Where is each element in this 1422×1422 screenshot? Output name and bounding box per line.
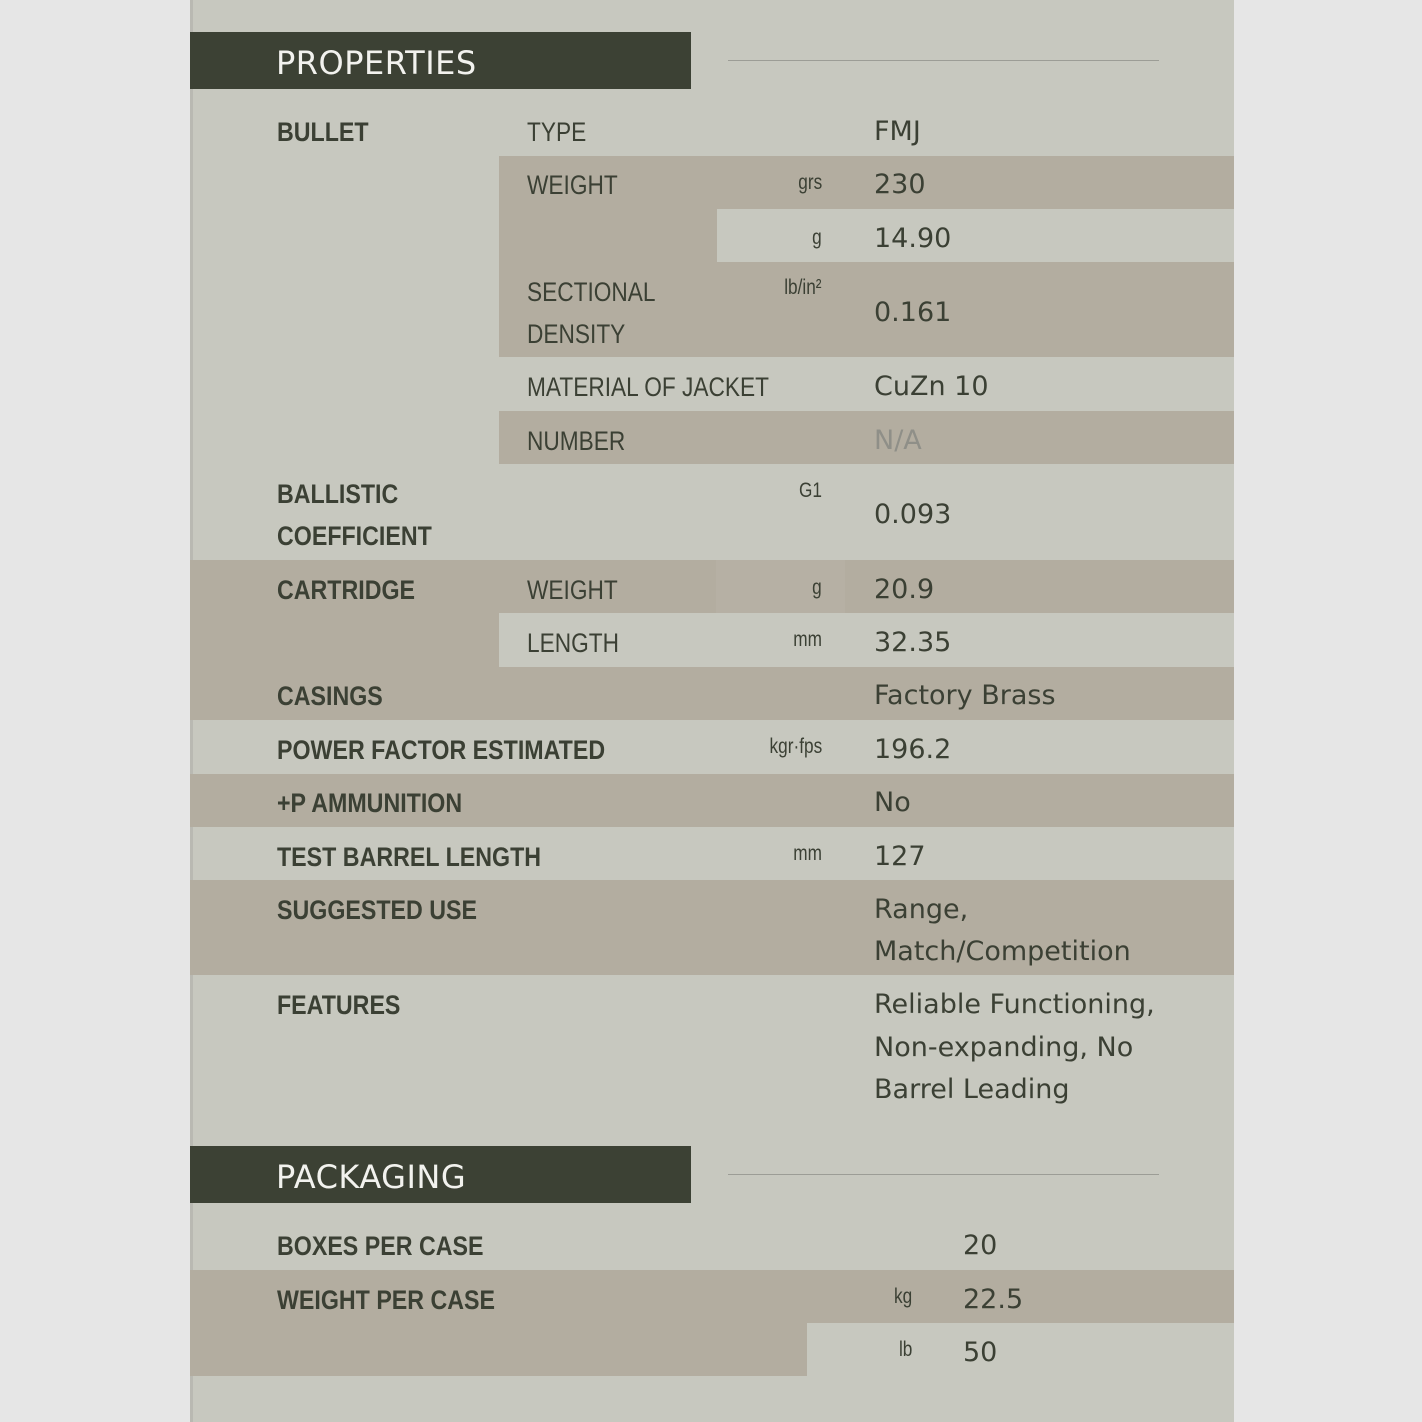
sectional-density-unit: lb/in²: [784, 276, 822, 299]
ballistic-coefficient-value: 0.093: [874, 499, 952, 530]
power-factor-unit: kgr·fps: [769, 735, 822, 758]
plus-p-label: +P AMMUNITION: [277, 788, 463, 818]
bullet-weight-unit-g: g: [812, 226, 822, 249]
weight-per-case-unit-lb: lb: [898, 1338, 912, 1361]
bullet-weight-value-g: 14.90: [874, 223, 952, 254]
suggested-use-value-line2: Match/Competition: [874, 936, 1131, 967]
ballistic-coefficient-label-line2: COEFFICIENT: [277, 521, 432, 551]
sectional-density-label-line2: DENSITY: [527, 319, 626, 349]
row-band-cartridge-weight-unit-cell: [716, 560, 845, 613]
cartridge-weight-unit: g: [812, 576, 822, 599]
bullet-weight-value-grs: 230: [874, 169, 926, 200]
jacket-material-value: CuZn 10: [874, 371, 989, 402]
features-value-line1: Reliable Functioning,: [874, 989, 1155, 1020]
cartridge-weight-label: WEIGHT: [527, 575, 618, 605]
power-factor-value: 196.2: [874, 734, 952, 765]
properties-header: [190, 32, 691, 89]
bullet-weight-label: WEIGHT: [527, 170, 618, 200]
weight-per-case-label: WEIGHT PER CASE: [277, 1285, 496, 1315]
bullet-weight-unit-grs: grs: [798, 171, 822, 194]
plus-p-value: No: [874, 787, 911, 818]
weight-per-case-unit-kg: kg: [893, 1285, 912, 1308]
power-factor-label: POWER FACTOR ESTIMATED: [277, 735, 606, 765]
features-value-line2: Non-expanding, No: [874, 1032, 1134, 1063]
casings-value: Factory Brass: [874, 680, 1056, 711]
ballistic-coefficient-label-line1: BALLISTIC: [277, 479, 399, 509]
packaging-title: PACKAGING: [276, 1158, 467, 1196]
test-barrel-length-label: TEST BARREL LENGTH: [277, 842, 542, 872]
casings-label: CASINGS: [277, 681, 383, 711]
row-band-cartridge-label-cell: [190, 613, 499, 667]
cartridge-length-value: 32.35: [874, 627, 952, 658]
suggested-use-label: SUGGESTED USE: [277, 895, 477, 925]
test-barrel-length-value: 127: [874, 841, 926, 872]
cartridge-weight-value: 20.9: [874, 574, 935, 605]
features-value-line3: Barrel Leading: [874, 1074, 1070, 1105]
weight-per-case-value-lb: 50: [963, 1337, 998, 1368]
weight-per-case-value-kg: 22.5: [963, 1284, 1024, 1315]
boxes-per-case-value: 20: [963, 1230, 998, 1261]
number-label: NUMBER: [527, 426, 626, 456]
bullet-type-label: TYPE: [527, 117, 587, 147]
row-band-weight-label-cell: [499, 209, 717, 262]
cartridge-length-unit: mm: [793, 628, 822, 651]
suggested-use-value-line1: Range,: [874, 894, 969, 925]
properties-rule: [728, 60, 1159, 61]
sectional-density-label-line1: SECTIONAL: [527, 277, 656, 307]
packaging-header: [190, 1146, 691, 1203]
cartridge-label: CARTRIDGE: [277, 575, 416, 605]
jacket-material-label: MATERIAL OF JACKET: [527, 372, 769, 402]
bullet-type-value: FMJ: [874, 116, 921, 147]
ballistic-coefficient-unit: G1: [799, 479, 822, 502]
test-barrel-length-unit: mm: [793, 842, 822, 865]
bullet-label: BULLET: [277, 117, 369, 147]
properties-title: PROPERTIES: [276, 44, 477, 82]
packaging-rule: [728, 1174, 1159, 1175]
sectional-density-value: 0.161: [874, 297, 952, 328]
row-band-weight-per-case-label-cell: [190, 1323, 807, 1376]
cartridge-length-label: LENGTH: [527, 628, 620, 658]
features-label: FEATURES: [277, 990, 401, 1020]
boxes-per-case-label: BOXES PER CASE: [277, 1231, 484, 1261]
number-value: N/A: [874, 425, 922, 456]
